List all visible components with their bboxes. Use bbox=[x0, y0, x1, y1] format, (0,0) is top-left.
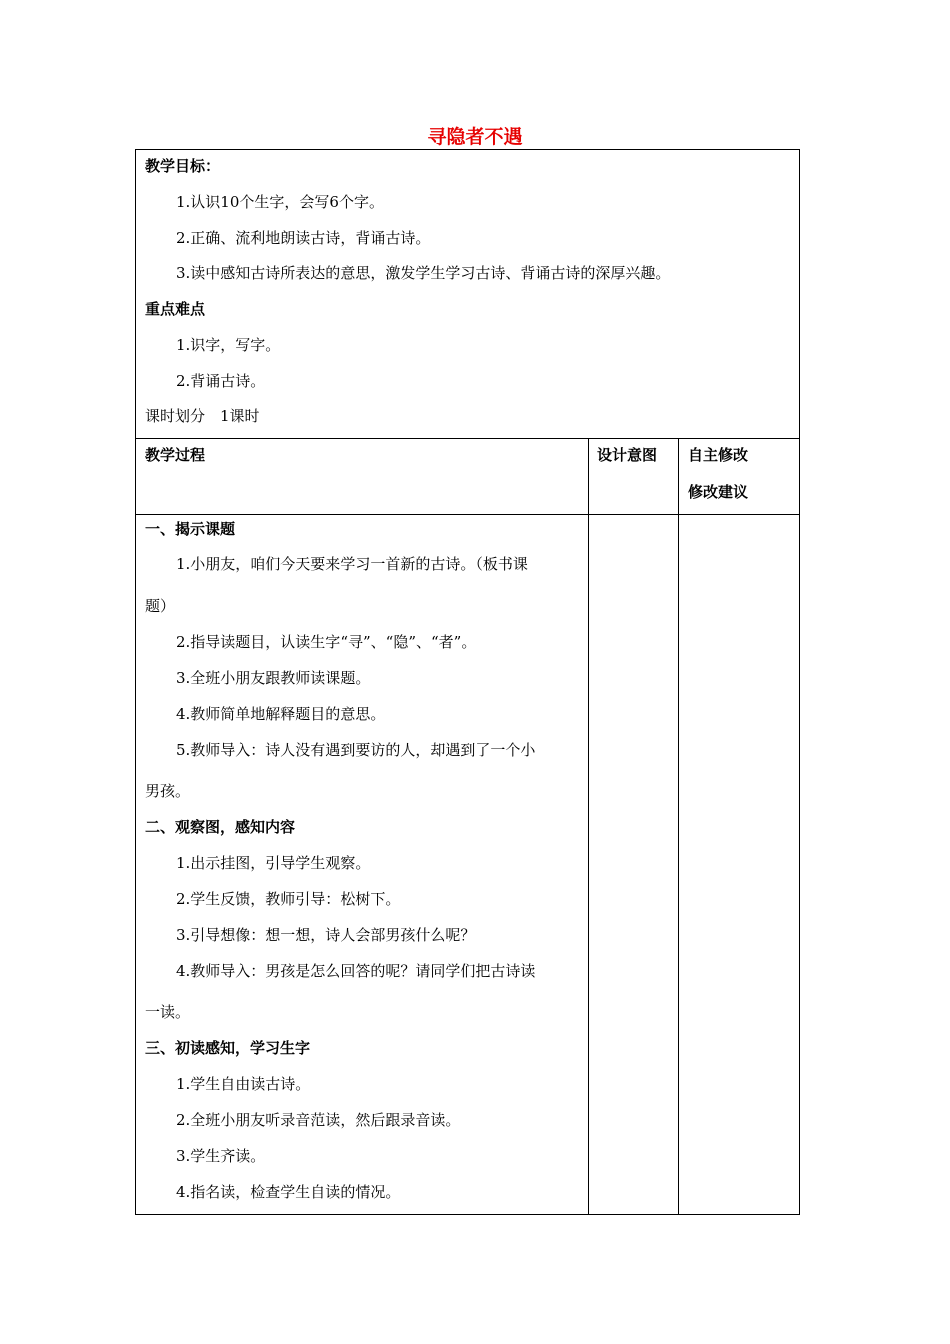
section-line: 男孩。 bbox=[145, 782, 191, 800]
section-line: 1.小朋友，咱们今天要来学习一首新的古诗。（板书课 bbox=[176, 555, 528, 573]
column-divider bbox=[588, 439, 589, 1214]
section-line: 1.出示挂图，引导学生观察。 bbox=[176, 854, 371, 872]
section-line: 3.全班小朋友跟教师读课题。 bbox=[176, 669, 371, 687]
section-line: 5.教师导入：诗人没有遇到要访的人，却遇到了一个小 bbox=[176, 741, 536, 759]
section-line: 4.指名读，检查学生自读的情况。 bbox=[176, 1183, 401, 1201]
header-design: 设计意图 bbox=[597, 446, 658, 464]
section-heading: 一、揭示课题 bbox=[145, 520, 236, 538]
section-line: 题） bbox=[145, 597, 176, 615]
header-divider bbox=[136, 514, 799, 515]
section-line: 3.学生齐读。 bbox=[176, 1147, 266, 1165]
section-line: 1.学生自由读古诗。 bbox=[176, 1075, 311, 1093]
section-line: 3.引导想像：想一想，诗人会部男孩什么呢？ bbox=[176, 926, 476, 944]
header-revise: 自主修改 bbox=[688, 446, 749, 464]
section-line: 2.指导读题目，认读生字“寻”、“隐”、“者”。 bbox=[176, 633, 477, 651]
section-line: 4.教师简单地解释题目的意思。 bbox=[176, 705, 386, 723]
key-point-item: 2.背诵古诗。 bbox=[176, 372, 266, 390]
section-line: 2.全班小朋友听录音范读，然后跟录音读。 bbox=[176, 1111, 461, 1129]
objective-item: 3.读中感知古诗所表达的意思，激发学生学习古诗、背诵古诗的深厚兴趣。 bbox=[176, 264, 671, 282]
schedule-text: 课时划分 1课时 bbox=[145, 407, 260, 425]
header-suggest: 修改建议 bbox=[688, 483, 749, 501]
section-heading: 三、初读感知，学习生字 bbox=[145, 1039, 311, 1057]
objectives-heading: 教学目标： bbox=[145, 157, 221, 175]
key-point-item: 1.识字，写字。 bbox=[176, 336, 281, 354]
section-line: 4.教师导入：男孩是怎么回答的呢？请同学们把古诗读 bbox=[176, 962, 536, 980]
section-line: 一读。 bbox=[145, 1003, 191, 1021]
section-line: 2.学生反馈，教师引导：松树下。 bbox=[176, 890, 401, 908]
objective-item: 2.正确、流利地朗读古诗，背诵古诗。 bbox=[176, 229, 431, 247]
objective-item: 1.认识10个生字，会写6个字。 bbox=[176, 193, 384, 211]
column-divider bbox=[678, 439, 679, 1214]
page-title: 寻隐者不遇 bbox=[427, 126, 523, 148]
key-points-heading: 重点难点 bbox=[145, 300, 206, 318]
section-heading: 二、观察图，感知内容 bbox=[145, 818, 296, 836]
header-process: 教学过程 bbox=[145, 446, 206, 464]
